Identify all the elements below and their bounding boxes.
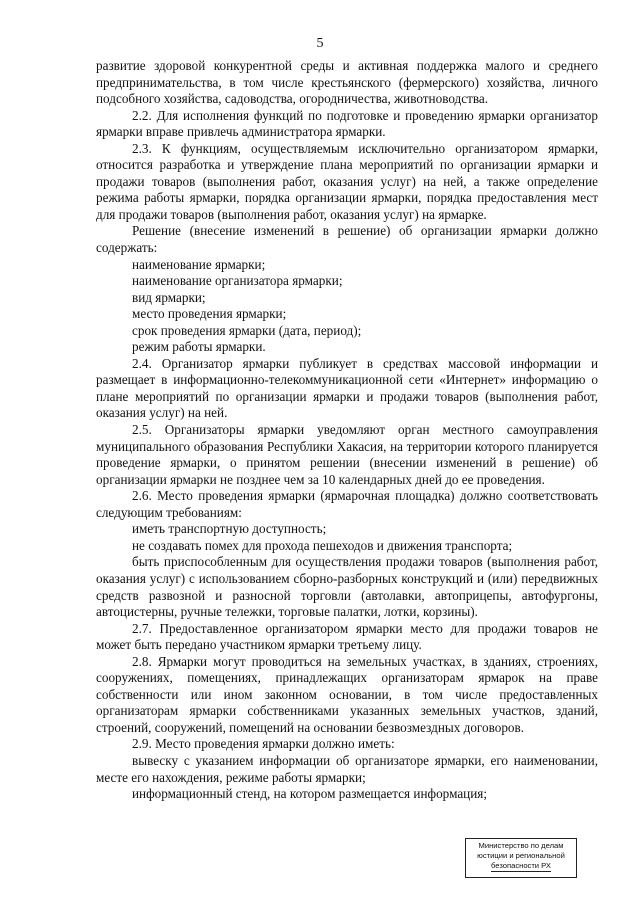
list-item: наименование организатора ярмарки; — [132, 273, 343, 289]
list-item: режим работы ярмарки. — [132, 339, 266, 355]
document-body — [96, 58, 598, 803]
list-item: срок проведения ярмарки (дата, период); — [132, 322, 362, 338]
paragraph: Решение (внесение изменений в решение) об организации ярмарки должно содержать: — [96, 223, 598, 256]
paragraph: 2.2. Для исполнения функций по подготовке и проведению ярмарки организатор ярмарки вправе привлечь администратора ярмарки. — [96, 107, 598, 140]
list-item: место проведения ярмарки; — [132, 306, 287, 322]
stamp-line-2: юстиции и региональной — [477, 851, 565, 860]
paragraph: информационный стенд, на котором размещается информация; — [132, 786, 488, 802]
paragraph: 2.7. Предоставленное организатором ярмарки место для продажи товаров не может быть передано участником ярмарки третьему лицу. — [96, 620, 598, 653]
paragraph: быть приспособленным для осуществления продажи товаров (выполнения работ, оказания услуг) с использованием сборно-разборных конструкций и (или) передвижных средств развозной и разносной торговли (автолавки, автоприцепы, автофургоны, автоцистерны, ручные тележки, торговые палатки, лотки, корзины). — [96, 554, 598, 620]
paragraph: вывеску с указанием информации об организаторе ярмарки, его наименовании, месте его нахождения, режиме работы ярмарки; — [96, 752, 598, 785]
list-item: вид ярмарки; — [132, 289, 206, 305]
list-item: не создавать помех для прохода пешеходов и движения транспорта; — [132, 537, 513, 553]
paragraph: 2.3. К функциям, осуществляемым исключительно организатором ярмарки, относится разработка и утверждение плана мероприятий по организации ярмарки и продажи товаров (выполнения работ, оказания услуг) на ней, а также определение режима работы ярмарки, порядка организации ярмарки, порядка предоставления мест для продажи товаров (выполнения работ, оказания услуг) на ярмарке. — [96, 140, 598, 222]
stamp-line-3: безопасности РХ — [491, 861, 551, 870]
stamp-line-1: Министерство по делам — [478, 841, 564, 850]
paragraph: 2.6. Место проведения ярмарки (ярмарочная площадка) должно соответствовать следующим требованиям: — [96, 488, 598, 520]
paragraph: 2.9. Место проведения ярмарки должно иметь: — [132, 736, 395, 752]
list-item: наименование ярмарки; — [132, 256, 266, 272]
registration-stamp — [465, 838, 577, 878]
paragraph: 2.8. Ярмарки могут проводиться на земельных участках, в зданиях, строениях, сооружениях, помещениях, принадлежащих организаторам ярмарок на праве собственности или ином законном основании, в том числе предоставленных организаторам ярмарки собственниками указанных земельных участков, зданий, строений, сооружений, помещений на основании безвозмездных договоров. — [96, 653, 598, 735]
paragraph: развитие здоровой конкурентной среды и активная поддержка малого и среднего предпринимательства, в том числе крестьянского (фермерского) хозяйства, личного подсобного хозяйства, садоводства, огородничества, животноводства. — [96, 58, 598, 107]
page-number: 5 — [316, 36, 324, 51]
paragraph: 2.5. Организаторы ярмарки уведомляют орган местного самоуправления муниципального образования Республики Хакасия, на территории которого планируется проведение ярмарки, о принятом решении (внесении изменений в решение) об организации ярмарки не позднее чем за 10 календарных дней до ее проведения. — [96, 422, 598, 487]
list-item: иметь транспортную доступность; — [132, 521, 327, 537]
paragraph: 2.4. Организатор ярмарки публикует в средствах массовой информации и размещает в информационно-телекоммуникационной сети «Интернет» информацию о плане мероприятий по организации ярмарки и продажи товаров (выполнения работ, оказания услуг) на ней. — [96, 355, 598, 421]
